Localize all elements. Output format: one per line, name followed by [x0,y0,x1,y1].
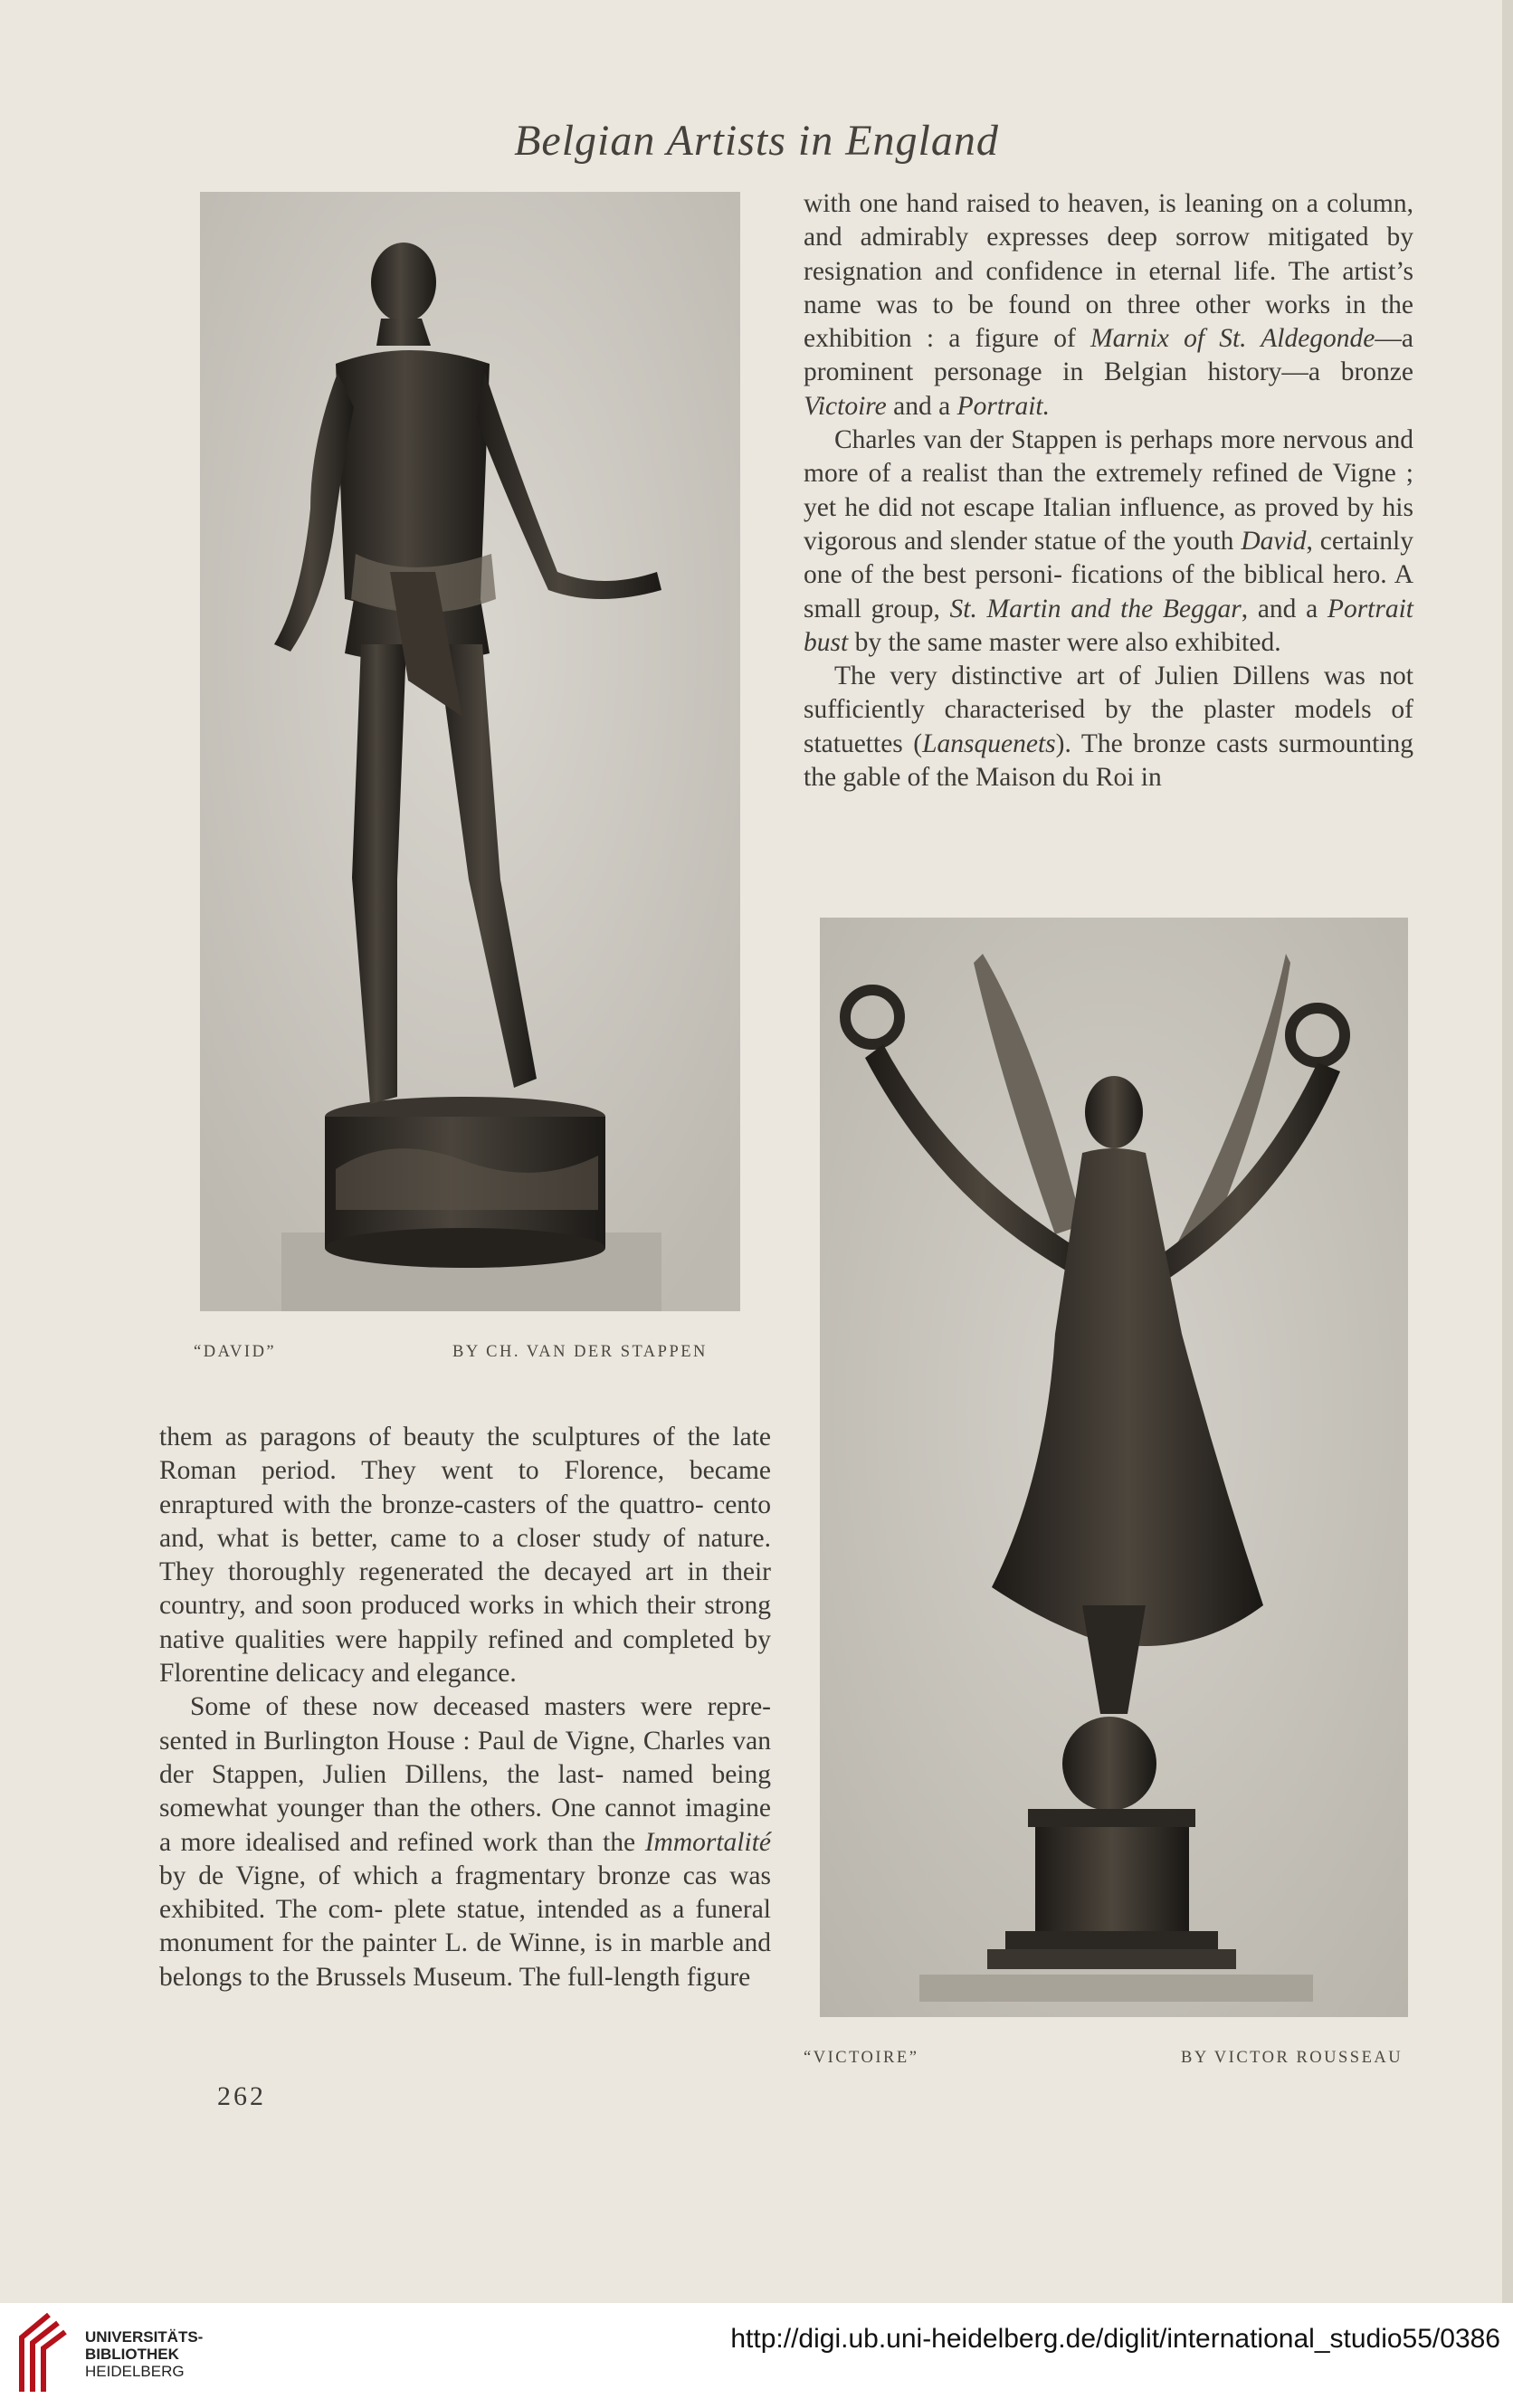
source-url-link[interactable]: http://digi.ub.uni-heidelberg.de/diglit/international_studio55/0386 [730,2324,1500,2354]
italic-title: Victoire [804,391,887,421]
italic-title: Portrait. [956,391,1051,421]
david-caption-title: “DAVID” [194,1343,277,1361]
italic-title: Immortalité [644,1827,771,1857]
paragraph [159,1421,771,1690]
library-name-line2: BIBLIOTHEK [85,2346,179,2363]
italic-title: St. Martin and the Beggar [949,594,1242,623]
paragraph [804,187,1413,424]
victoire-caption-title: “VICTOIRE” [804,2049,919,2067]
library-name [85,2328,203,2380]
text-run: —a prominent personage in Belgian history—a bronze [804,324,1413,387]
page-edge-shadow [1502,0,1513,2303]
victoire-statue-photo [820,918,1408,2017]
paragraph [804,424,1413,660]
text-run: with one hand raised to heaven, is leaning on a column, and admirably expresses deep sorrow mitigated by resignation and confidence in eternal life. The artist’s name was to be found on three other works in the exhibition : a figure of [804,189,1413,354]
text-run: Some of these now deceased masters were repre- sented in Burlington House : Paul de Vigne, Charles van der Stappen, Julien Dillens, the last- named being somewhat younger than the others. One cannot imagine a more idealised and refined work than the [159,1692,771,1857]
text-run: them as paragons of beauty the sculptures of the late Roman period. They went to Florence, became enraptured with the bronze-casters of the quattro- cento and, what is better, came to a closer study of nature. They thoroughly regenerated the decayed art in their country, and soon produced works in which their strong native qualities were happily refined and completed by Florentine delicacy and elegance. [159,1423,771,1689]
library-name-line1: UNIVERSITÄTS- [85,2328,204,2346]
italic-title: David [1241,526,1307,556]
text-run: by de Vigne, of which a fragmentary bronze cas was exhibited. The com- plete statue, intended as a funeral monument for the painter L. de Winne, is in marble and belongs to the Brussels Museum. The full-length figure [159,1861,771,1992]
text-run: by the same master were also exhibited. [848,627,1281,657]
library-logo-icon [13,2310,71,2397]
right-text-column [804,187,1413,795]
italic-title: Lansquenets [922,728,1056,758]
david-caption-artist: BY CH. VAN DER STAPPEN [452,1343,708,1361]
paragraph [159,1690,771,1994]
text-run: and a [886,391,957,421]
text-run: Charles van der Stappen is perhaps more nervous and more of a realist than the extremely refined de Vigne ; yet he did not escape Italian influence, as proved by his vigorous and slender statue of the youth [804,425,1413,556]
library-name-line3: HEIDELBERG [85,2363,185,2380]
page-number: 262 [217,2081,266,2111]
david-statue-photo [200,192,740,1311]
running-head: Belgian Artists in England [514,117,999,165]
paragraph [804,660,1413,795]
text-run: , and a [1241,594,1327,623]
left-text-column [159,1421,771,1994]
victoire-caption-artist: BY VICTOR ROUSSEAU [1181,2049,1404,2067]
text-run: The very distinctive art of Julien Dillens was not sufficiently characterised by the plaster models of statuettes ( [804,661,1413,758]
text-run: ). The bronze casts surmounting the gable of the Maison du Roi in [804,728,1413,793]
italic-title: Portrait bust [804,594,1413,657]
text-run: , certainly one of the best personi- fications of the biblical hero. A small group, [804,526,1413,623]
digitization-footer [0,2303,1513,2408]
italic-title: Marnix of St. Aldegonde [1090,324,1375,354]
